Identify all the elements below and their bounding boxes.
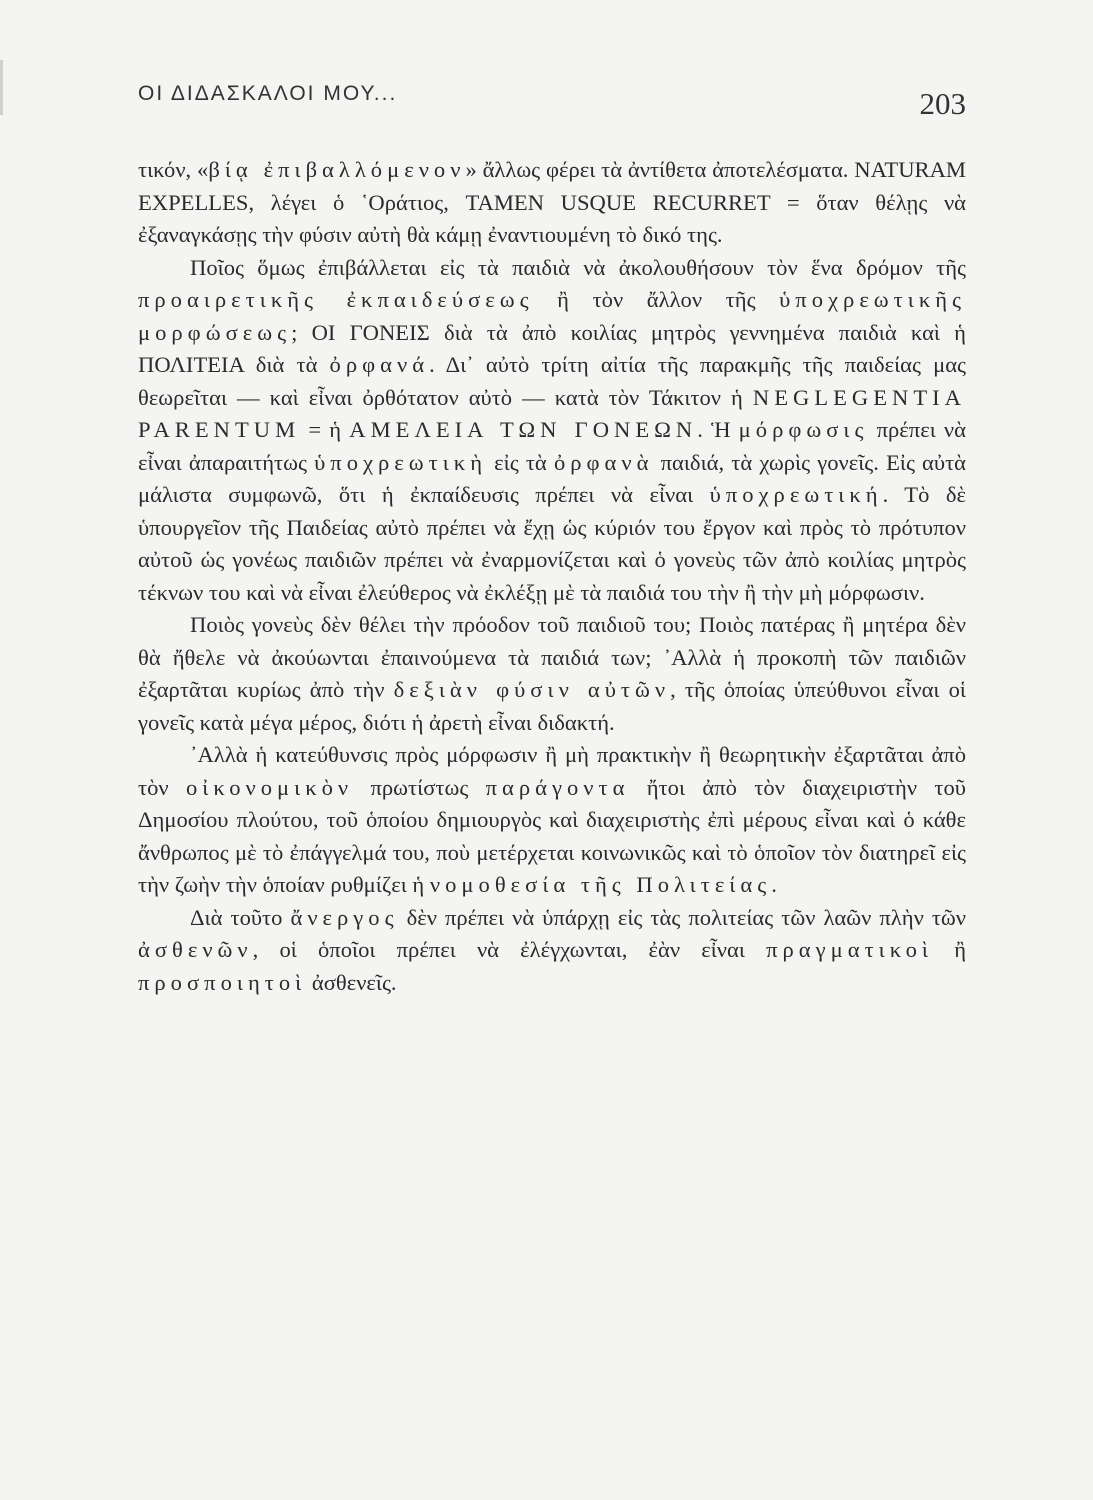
spaced-emphasis-text: οἰκονομικὸν: [185, 774, 354, 800]
paragraph-text: πρωτίστως: [353, 774, 486, 800]
spaced-emphasis-text: προαιρετικῆς ἐκπαιδεύσεως: [138, 287, 534, 312]
paragraph-text: παιδιά, τὰ χωρὶς γονεῖς. Εἰς αὐτὰ μάλιστα συμφωνῶ, ὅτι ἡ ἐκπαίδευσις πρέπει νὰ εἶναι: [138, 449, 966, 507]
paragraph: [138, 739, 966, 902]
paragraph-text: Ποιὸς γονεὺς δὲν θέλει τὴν πρόοδον τοῦ παιδιοῦ του; Ποιὸς πατέρας ἢ μητέρα δὲν θὰ ἤθελε νὰ ἀκούωνται ἐπαινούμενα τὰ παιδιά των; ᾿Αλλὰ ἡ προκοπὴ τῶν παιδιῶν ἐξαρτᾶται κυρίως ἀπὸ τὴν: [138, 612, 966, 702]
paragraph-text: ἤτοι ἀπὸ τὸν διαχειριστὴν τοῦ Δημοσίου πλούτου, τοῦ ὁποίου δημιουργὸς καὶ διαχειριστὴς ἐπὶ μέρους εἶναι καὶ ὁ κάθε ἄνθρωπος μὲ τὸ ἐπάγγελμά του, ποὺ μετέρχεται κοινωνικῶς καὶ τὸ ὁποῖον τὸν διατηρεῖ εἰς τὴν ζωὴν τὴν ὁποίαν ρυθμίζει ἡ: [138, 774, 966, 897]
spaced-emphasis-text: νομοθεσία τῆς Πολιτείας: [429, 872, 772, 897]
spaced-emphasis-text: ἀσθενῶν: [138, 937, 253, 962]
paragraph-text: , τῆς ὁποίας ὑπεύθυνοι εἶναι οἱ γονεῖς κατὰ μέγα μέρος, διότι ἡ ἀρετὴ εἶναι διδακτή.: [138, 677, 966, 735]
paragraph: [138, 252, 966, 610]
paragraph-text: Διὰ τοῦτο: [190, 904, 291, 930]
paragraph: [138, 902, 966, 1000]
spaced-emphasis-text: ΑΜΕΛΕΙΑ ΤΩΝ ΓΟΝΕΩΝ: [349, 417, 698, 442]
spaced-emphasis-text: πραγματικοὶ: [766, 937, 934, 962]
paragraph-text: εἰς τὰ: [487, 449, 554, 475]
paragraph-text: , οἱ ὁποῖοι πρέπει νὰ ἐλέγχωνται, ἐὰν εἶναι: [252, 937, 767, 962]
paragraph-text: ἀσθενεῖς.: [306, 969, 397, 995]
spaced-emphasis-text: ὀρφανὰ: [553, 449, 654, 475]
paragraph-text: . Ἡ: [697, 417, 739, 442]
paragraph-text: . Δι᾽ αὐτὸ τρίτη αἰτία τῆς παρακμῆς τῆς παιδείας μας θεωρεῖται — καὶ εἶναι ὀρθότατον αὐτὸ — κατὰ τὸν Τάκιτον ἡ: [138, 352, 966, 410]
spaced-emphasis-text: παράγοντα: [485, 774, 630, 800]
paragraph-text: πρέπει νὰ εἶναι ἀπαραιτήτως: [138, 417, 966, 475]
spaced-emphasis-text: προσποιητοὶ: [138, 969, 307, 995]
body-text: [138, 154, 966, 999]
spaced-emphasis-text: μόρφωσις: [738, 417, 869, 442]
paragraph-text: . Τὸ δὲ ὑπουργεῖον τῆς Παιδείας αὐτὸ πρέπει νὰ ἔχῃ ὡς κύριόν του ἔργον καὶ πρὸς τὸ πρότυπον αὐτοῦ ὡς γονέως παιδιῶν πρέπει νὰ ἐναρμονίζεται καὶ ὁ γονεὺς τῶν ἀπὸ κοιλίας μητρὸς τέκνων του καὶ νὰ εἶναι ἐλεύθερος νὰ ἐκλέξῃ μὲ τὰ παιδιά του τὴν ἢ τὴν μὴ μόρφωσιν.: [138, 482, 966, 605]
paragraph-text: = ἡ: [300, 417, 350, 442]
paragraph-text: ; ΟΙ ΓΟΝΕΙΣ διὰ τὰ ἀπὸ κοιλίας μητρὸς γεννημένα παιδιὰ καὶ ἡ ΠΟΛΙΤΕΙΑ διὰ τὰ: [138, 319, 966, 377]
spaced-emphasis-text: NEGLEGENTIA PARENTUM: [138, 384, 966, 442]
paragraph-text: ᾿Αλλὰ ἡ κατεύθυνσις πρὸς μόρφωσιν ἢ μὴ πρακτικὴν ἢ θεωρητικὴν ἐξαρτᾶται ἀπὸ τὸν: [138, 742, 966, 800]
paragraph: [138, 609, 966, 739]
spaced-emphasis-text: δεξιὰν φύσιν αὐτῶν: [393, 677, 671, 702]
paragraph-text: ἢ τὸν ἄλλον τῆς: [533, 287, 780, 312]
spaced-emphasis-text: ὑποχρεωτικῆς μορφώσεως: [138, 287, 966, 345]
page-number: 203: [919, 86, 966, 121]
paragraph-text: ἢ: [933, 937, 967, 962]
page-header: [138, 72, 966, 122]
running-head: ΟΙ ΔΙΔΑΣΚΑΛΟΙ ΜΟΥ...: [138, 82, 398, 105]
paragraph-text: Ποῖος ὅμως ἐπιβάλλεται εἰς τὰ παιδιὰ νὰ ἀκολουθήσουν τὸν ἕνα δρόμον τῆς: [190, 254, 966, 280]
spaced-emphasis-text: ἄνεργος: [290, 904, 399, 930]
paragraph: [138, 154, 966, 252]
paragraph-text: .: [771, 872, 777, 897]
spaced-emphasis-text: ὀρφανά: [329, 352, 430, 377]
spaced-emphasis-text: ὑποχρεωτική: [709, 482, 883, 507]
spaced-emphasis-text: βίᾳ ἐπιβαλλόμενον: [208, 157, 466, 182]
paragraph-text: » ἄλλως φέρει τὰ ἀντίθετα ἀποτελέσματα. NATURAM EXPELLES, λέγει ὁ ῾Οράτιος, TAMEN USQUE RECURRET = ὅταν θέλῃς νὰ ἐξαναγκάσῃς τὴν φύσιν αὐτὴ θὰ κάμῃ ἐναντιουμένη τὸ δικό της.: [138, 157, 966, 247]
spaced-emphasis-text: ὑποχρεωτικὴ: [314, 449, 488, 475]
paragraph-text: δὲν πρέπει νὰ ὑπάρχῃ εἰς τὰς πολιτείας τῶν λαῶν πλὴν τῶν: [398, 904, 966, 930]
paragraph-text: τικόν, «: [138, 157, 209, 182]
scan-edge-mark: [0, 60, 3, 115]
